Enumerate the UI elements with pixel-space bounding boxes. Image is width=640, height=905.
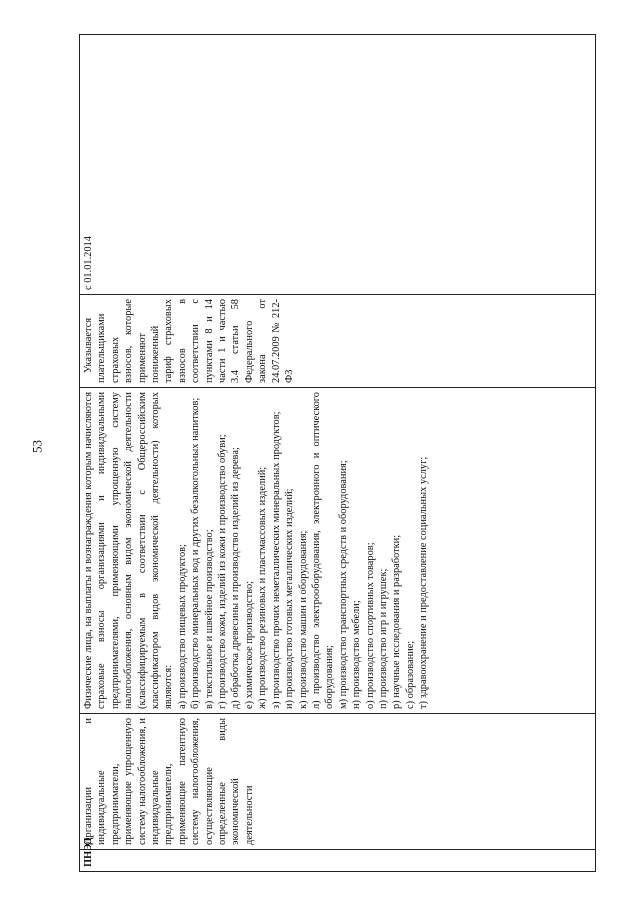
tariff-code-cell xyxy=(80,837,596,872)
activities-list xyxy=(176,392,431,709)
activity-item: п) производство игр и игрушек; xyxy=(377,568,389,709)
activities-cell xyxy=(80,388,596,714)
activity-item: м) производство транспортных средств и оборудования; xyxy=(337,460,349,709)
note-cell xyxy=(80,295,596,388)
table-row xyxy=(80,35,596,872)
activity-item: а) производство пищевых продуктов; xyxy=(176,544,188,709)
activity-item: л) производство электрооборудования, электронного и оптического оборудования; xyxy=(310,392,336,709)
payer-category-cell xyxy=(80,714,596,850)
payer-category-text: Организации и индивидуальные предприниматели, применяющие упрощенную систему налогообложения, и индивидуальные предприниматели, применяющие патентную систему налогообложения, осуществляющие определенные виды экономической деятельности xyxy=(83,718,255,845)
activity-item: и) производство готовых металлических изделий; xyxy=(284,488,296,709)
activity-item: д) обработка древесины и производство изделий из дерева; xyxy=(230,447,242,709)
activity-item: с) образование; xyxy=(404,640,416,709)
effective-date: с 01.01.2014 xyxy=(83,236,94,290)
tariff-table xyxy=(79,34,596,872)
activity-item: к) производство машин и оборудования; xyxy=(297,530,309,709)
tariff-code: ПНЭД xyxy=(83,837,94,867)
page-number: 53 xyxy=(29,440,45,453)
activity-item: з) производство прочих неметаллических минеральных продуктов; xyxy=(270,411,282,709)
activity-item: р) научные исследования и разработки; xyxy=(391,534,403,709)
activity-item: т) здравоохранение и предоставление социальных услуг; xyxy=(418,456,430,709)
activity-item: б) производство минеральных вод и других безалкогольных напитков; xyxy=(190,397,202,709)
effective-date-cell xyxy=(80,35,596,295)
activity-item: ж) производство резиновых и пластмассовых изделий; xyxy=(257,466,269,709)
activity-item: е) химическое производство; xyxy=(243,580,255,709)
activity-item: г) производство кожи, изделий из кожи и производство обуви; xyxy=(217,434,229,709)
activities-intro: Физические лица, на выплаты и вознаграждения которым начисляются страховые взносы организациями и индивидуальными предпринимателями, применяющими упрощенную систему налогообложения, основным видом экономической деятельности (классифицируемым в соответствии с Общероссийским классификатором видов экономической деятельности) которых являются: xyxy=(83,392,175,709)
activity-item: о) производство спортивных товаров; xyxy=(364,542,376,709)
rotated-table-container xyxy=(79,35,596,872)
activity-item: в) текстильное и швейное производство; xyxy=(203,529,215,709)
activity-item: н) производство мебели; xyxy=(351,600,363,709)
note-text: Указывается плательщиками страховых взносов, которые применяют пониженный тариф страховых взносов в соответствии с пунктами 8 и 14 части 1 и частью 3.4 статьи 58 Федерального закона от 24.07.2009 № 212-ФЗ xyxy=(83,299,296,383)
